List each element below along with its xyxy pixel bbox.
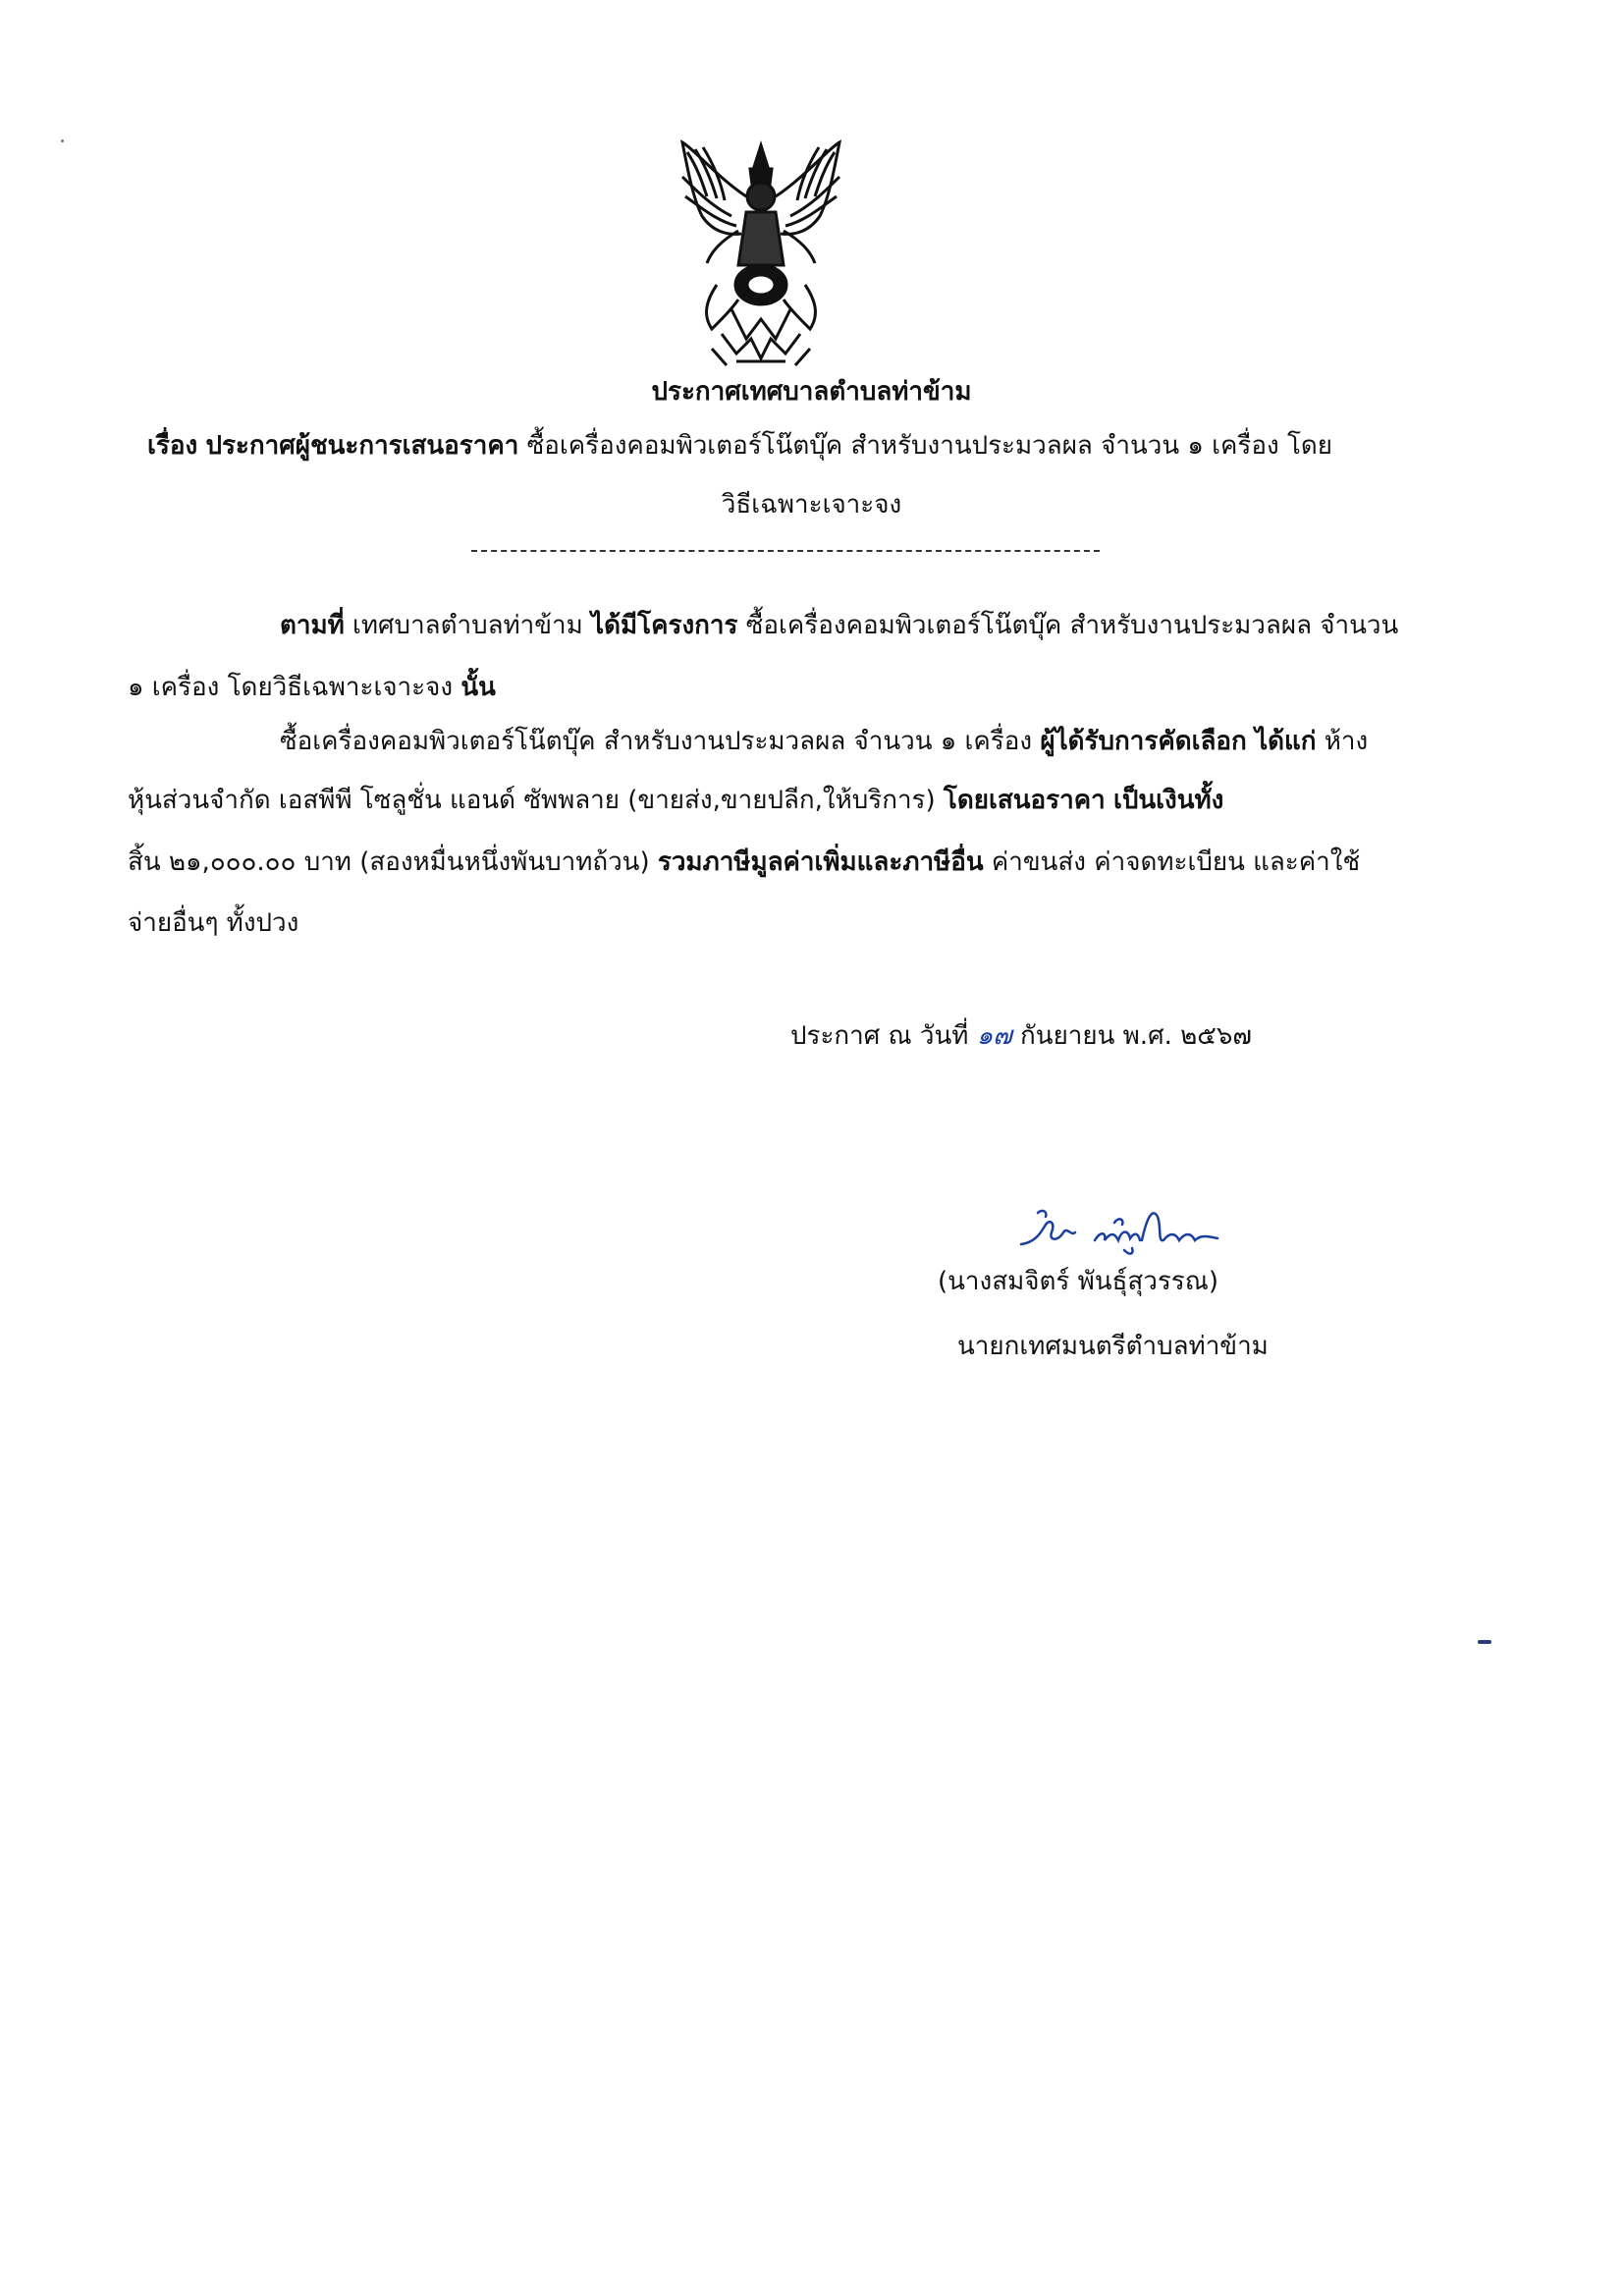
p2-line2-bold: โดยเสนอราคา (943, 786, 1106, 815)
subject-label: เรื่อง (147, 431, 198, 461)
subject-text: ซื้อเครื่องคอมพิวเตอร์โน๊ตบุ๊ค สำหรับงานประมวลผล จำนวน ๑ เครื่อง โดย (526, 431, 1333, 461)
p1-text-2: ซื้อเครื่องคอมพิวเตอร์โน๊ตบุ๊ค สำหรับงานประมวลผล จำนวน (745, 611, 1399, 640)
p2-line3-text-2: ค่าขนส่ง ค่าจดทะเบียน และค่าใช้ (991, 847, 1361, 877)
p1-bold-lead: ตามที่ (280, 611, 345, 640)
paragraph-2-line-2 (128, 786, 1223, 815)
date-day: ๑๗ (976, 1021, 1012, 1051)
divider (471, 550, 1100, 552)
subject-line-2: วิธีเฉพาะเจาะจง (721, 490, 902, 519)
announcement-date (790, 1021, 1252, 1051)
p2-bold-2: ได้แก่ (1255, 727, 1317, 756)
p1-line2-text: ๑ เครื่อง โดยวิธีเฉพาะเจาะจง (128, 673, 454, 702)
page-title: ประกาศเทศบาลตำบลท่าข้าม (651, 377, 972, 407)
paragraph-1-line-1 (280, 611, 1398, 640)
p2-line3-bold: รวมภาษีมูลค่าเพิ่มและภาษีอื่น (657, 847, 984, 877)
date-prefix: ประกาศ ณ วันที่ (790, 1021, 969, 1051)
p2-line2-text: หุ้นส่วนจำกัด เอสพีพี โซลูชั่น แอนด์ ซัพพลาย (ขายส่ง,ขายปลีก,ให้บริการ) (128, 786, 936, 815)
paragraph-2-line-1 (280, 727, 1368, 756)
p1-text-1: เทศบาลตำบลท่าข้าม (352, 611, 583, 640)
p2-bold-1: ผู้ได้รับการคัดเลือก (1040, 727, 1247, 756)
scan-speck (1478, 1640, 1491, 1644)
date-suffix: กันยายน พ.ศ. ๒๕๖๗ (1020, 1021, 1252, 1051)
subject-line-1 (147, 432, 1424, 460)
handwritten-signature (1016, 1203, 1271, 1262)
p1-bold-mid: ได้มีโครงการ (591, 611, 738, 640)
paragraph-2-line-3 (128, 847, 1360, 877)
signatory-name: (นางสมจิตร์ พันธุ์สุวรรณ) (938, 1267, 1219, 1296)
p2-line3-text: สิ้น ๒๑,๐๐๐.๐๐ บาท (สองหมื่นหนึ่งพันบาทถ้วน) (128, 847, 650, 877)
paragraph-2-line-4: จ่ายอื่นๆ ทั้งปวง (128, 908, 299, 938)
p2-text-2: ห้าง (1324, 727, 1369, 756)
p2-line2-bold-2: เป็นเงินทั้ง (1112, 786, 1224, 815)
subject-bold: ประกาศผู้ชนะการเสนอราคา (205, 431, 519, 461)
paragraph-1-line-2 (128, 673, 496, 702)
signatory-position: นายกเทศมนตรีตำบลท่าข้าม (957, 1332, 1269, 1361)
p1-line2-bold: นั้น (460, 673, 496, 702)
scan-speck (61, 139, 64, 142)
p2-text-1: ซื้อเครื่องคอมพิวเตอร์โน๊ตบุ๊ค สำหรับงานประมวลผล จำนวน ๑ เครื่อง (280, 727, 1033, 756)
garuda-emblem-icon (677, 137, 844, 373)
